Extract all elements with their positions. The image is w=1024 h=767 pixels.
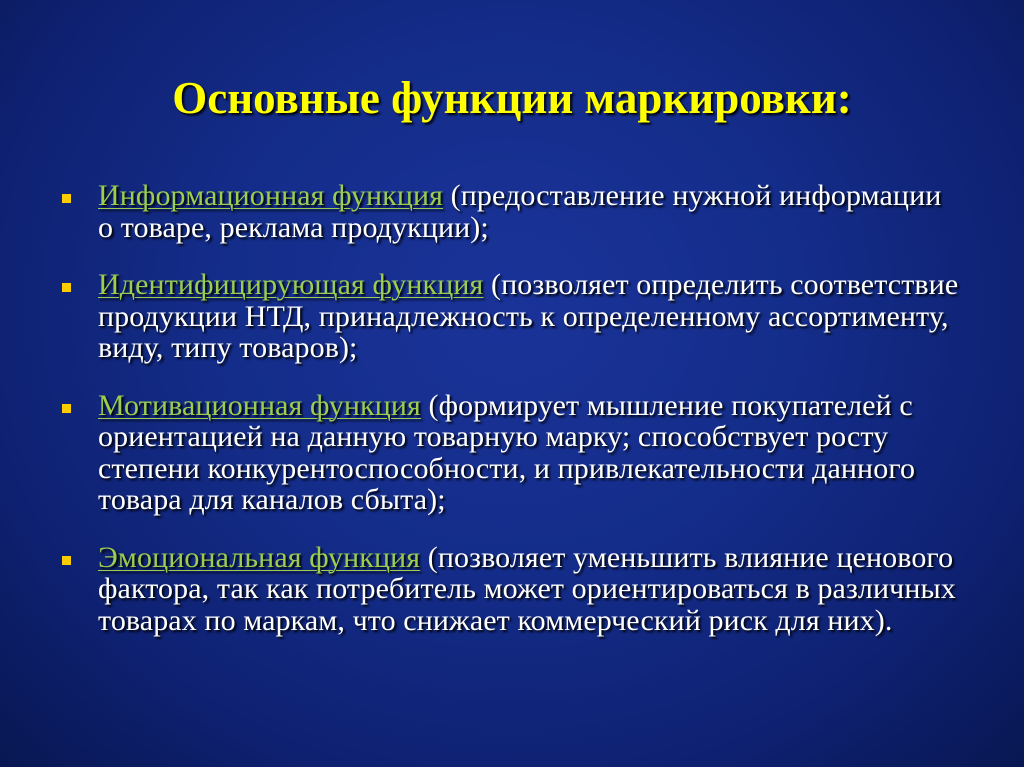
identifying-function-link[interactable]: Идентифицирующая функция xyxy=(98,268,484,301)
list-item-motivational xyxy=(62,390,962,516)
motivational-function-link[interactable]: Мотивационная функция xyxy=(98,388,421,422)
list-item-description: (позволяет определить соответствие продукции НТД, принадлежность к определенному ассортименту, виду, типу товаров); xyxy=(98,268,959,364)
list-item-text xyxy=(98,390,962,516)
list-item-identifying xyxy=(62,269,962,364)
bullet-list xyxy=(62,180,962,636)
square-bullet-icon xyxy=(62,269,98,301)
list-item-text xyxy=(98,542,962,637)
square-bullet-icon xyxy=(62,180,98,212)
square-bullet-icon xyxy=(62,542,98,574)
list-item-text xyxy=(98,180,962,243)
list-item-description: (позволяет уменьшить влияние ценового фактора, так как потребитель может ориентироваться в различных товарах по маркам, что снижает коммерческий риск для них). xyxy=(98,540,956,637)
list-item-description: (формирует мышление покупателей с ориентацией на данную товарную марку; способствует росту степени конкурентоспособности, и привлекательности данного товара для каналов сбыта); xyxy=(98,388,916,516)
informational-function-link[interactable]: Информационная функция xyxy=(98,179,444,212)
list-item-description: (предоставление нужной информации о товаре, реклама продукции); xyxy=(98,179,942,244)
slide-title: Основные функции маркировки: xyxy=(172,73,852,123)
list-item-text xyxy=(98,269,962,364)
emotional-function-link[interactable]: Эмоциональная функция xyxy=(98,540,421,574)
list-item-emotional xyxy=(62,542,962,637)
list-item-informational xyxy=(62,180,962,243)
square-bullet-icon xyxy=(62,390,98,422)
